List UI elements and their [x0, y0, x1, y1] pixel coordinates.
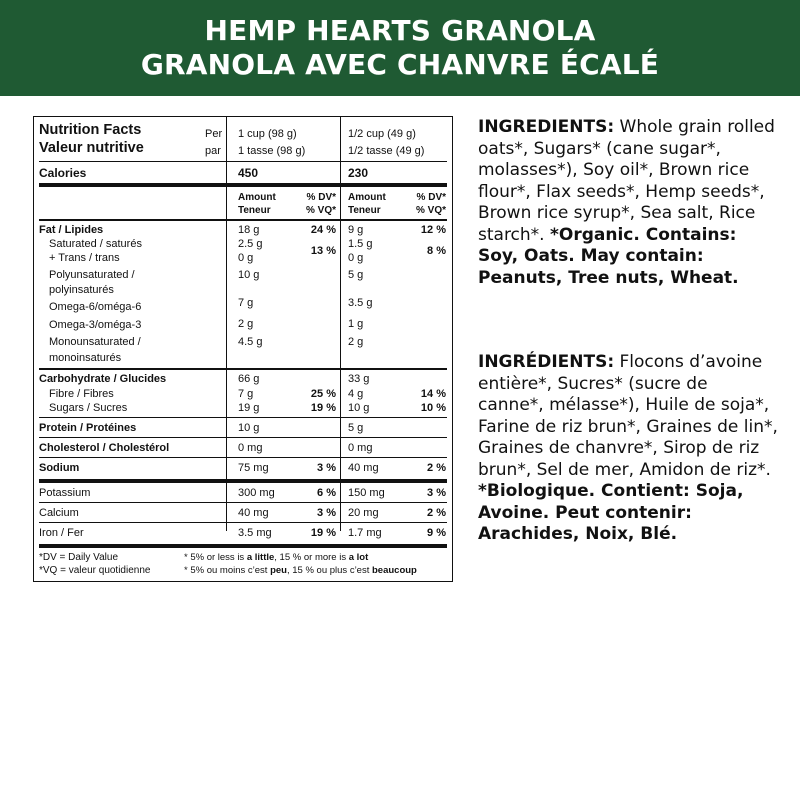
- ingredients-heading-fr: INGRÉDIENTS:: [478, 352, 615, 372]
- row-dv-1: 13 %: [310, 245, 336, 257]
- ingredients-text-fr: Flocons d’avoine entière*, Sucres* (sucre de canne*, mélasse*), Huile de soja*, Farine de riz brun*, Graines de lin*, Graines de chanvre*, Sirop de riz brun*, Sel de mer, Amidon de riz*.: [478, 352, 778, 480]
- row-amount-2: 0 mg: [348, 442, 373, 454]
- row-amount-1: 7 g: [238, 388, 254, 400]
- row-label: Potassium: [39, 487, 91, 499]
- row-dv-1: 19 %: [310, 527, 336, 539]
- amount-en: Amount: [238, 192, 276, 203]
- row-amount-1: 3.5 mg: [238, 527, 272, 539]
- row-amount-1: 4.5 g: [238, 336, 263, 348]
- row-amount-2: 40 mg: [348, 462, 379, 474]
- row-amount-2: 33 g: [348, 373, 370, 385]
- row-amount-1: 66 g: [238, 373, 260, 385]
- row-amount-2: 1.7 mg: [348, 527, 382, 539]
- row-dv-2: 3 %: [427, 487, 446, 499]
- row-label: Fat / Lipides: [39, 224, 104, 236]
- row-amount-2: 20 mg: [348, 507, 379, 519]
- divider: [39, 437, 447, 438]
- row-label: Omega-3/oméga-3: [49, 319, 142, 331]
- row-dv-2: 14 %: [420, 388, 446, 400]
- divider: [39, 417, 447, 418]
- row-label: Iron / Fer: [39, 527, 84, 539]
- row-amount-1: 0 g: [238, 252, 254, 264]
- row-dv-1: 25 %: [310, 388, 336, 400]
- divider: [39, 502, 447, 503]
- divider: [39, 522, 447, 523]
- per-label-en: Per: [205, 128, 223, 140]
- row-amount-1: 40 mg: [238, 507, 269, 519]
- row-amount-1: 10 g: [238, 269, 260, 281]
- row-label: Polyunsaturated /: [49, 269, 135, 281]
- footnote-dv: *DV = Daily Value: [39, 552, 119, 563]
- row-dv-2: 10 %: [420, 402, 446, 414]
- dv-fr-1: % VQ*: [305, 205, 336, 216]
- row-dv-2: 2 %: [427, 462, 446, 474]
- row-amount-1: 2.5 g: [238, 238, 263, 250]
- row-amount-2: 1.5 g: [348, 238, 373, 250]
- row-label: + Trans / trans: [49, 252, 120, 264]
- serving2-fr: 1/2 tasse (49 g): [348, 145, 425, 157]
- dv-fr-2: % VQ*: [415, 205, 446, 216]
- amount-fr: Teneur: [238, 205, 271, 216]
- row-dv-1: 6 %: [317, 487, 336, 499]
- row-amount-2: 3.5 g: [348, 297, 373, 309]
- serving1-fr: 1 tasse (98 g): [238, 145, 306, 157]
- row-dv-1: 19 %: [310, 402, 336, 414]
- serving2-en: 1/2 cup (49 g): [348, 128, 416, 140]
- row-label: Calcium: [39, 507, 79, 519]
- nutrition-title-en: Nutrition Facts: [39, 122, 142, 138]
- row-dv-2: 2 %: [427, 507, 446, 519]
- row-amount-1: 10 g: [238, 422, 260, 434]
- row-amount-1: 2 g: [238, 318, 254, 330]
- allergen-statement-en: *Organic. Contains: Soy, Oats. May contain: Peanuts, Tree nuts, Wheat.: [478, 224, 739, 288]
- row-label: monoinsaturés: [49, 352, 122, 364]
- footnote-scale-fr: * 5% ou moins c’est peu, 15 % ou plus c’est beaucoup: [184, 565, 417, 576]
- nutrition-facts-table: [33, 116, 453, 582]
- thick-divider: [39, 544, 447, 548]
- row-label: polyinsaturés: [49, 284, 114, 296]
- footnote-scale-en: * 5% or less is a little, 15 % or more is a lot: [184, 552, 369, 563]
- calories-value-2: 230: [348, 166, 369, 180]
- per-label-fr: par: [205, 145, 221, 157]
- ingredients-english: [478, 117, 778, 289]
- row-dv-1: 3 %: [317, 462, 336, 474]
- row-amount-2: 0 g: [348, 252, 364, 264]
- row-label: Sodium: [39, 462, 80, 474]
- row-amount-2: 5 g: [348, 269, 364, 281]
- row-label: Fibre / Fibres: [49, 388, 114, 400]
- row-label: Cholesterol / Cholestérol: [39, 442, 170, 454]
- allergen-statement-fr: *Biologique. Contient: Soja, Avoine. Peut contenir: Arachides, Noix, Blé.: [478, 481, 744, 544]
- row-amount-1: 18 g: [238, 224, 260, 236]
- dv-en-2: % DV*: [416, 192, 446, 203]
- product-title-fr: GRANOLA AVEC CHANVRE ÉCALÉ: [140, 48, 660, 81]
- title-banner: [0, 0, 800, 96]
- row-label: Omega-6/oméga-6: [49, 301, 142, 313]
- row-dv-1: 3 %: [317, 507, 336, 519]
- row-label: Protein / Protéines: [39, 422, 137, 434]
- row-dv-2: 9 %: [427, 527, 446, 539]
- row-dv-1: 24 %: [310, 224, 336, 236]
- column-separator: [340, 117, 341, 531]
- row-label: Sugars / Sucres: [49, 402, 128, 414]
- row-dv-2: 12 %: [420, 224, 446, 236]
- ingredients-french: [478, 352, 778, 546]
- row-amount-1: 7 g: [238, 297, 254, 309]
- amount-en-2: Amount: [348, 192, 386, 203]
- amount-fr-2: Teneur: [348, 205, 381, 216]
- ingredients-heading-en: INGREDIENTS:: [478, 117, 615, 137]
- calories-label: Calories: [39, 166, 87, 180]
- row-amount-2: 10 g: [348, 402, 370, 414]
- dv-en-1: % DV*: [306, 192, 336, 203]
- row-amount-1: 75 mg: [238, 462, 269, 474]
- row-amount-2: 4 g: [348, 388, 364, 400]
- row-label: Saturated / saturés: [49, 238, 142, 250]
- row-amount-2: 5 g: [348, 422, 364, 434]
- row-amount-1: 19 g: [238, 402, 260, 414]
- product-title-en: HEMP HEARTS GRANOLA: [204, 14, 596, 47]
- divider: [39, 457, 447, 458]
- column-separator: [226, 117, 227, 531]
- thick-divider: [39, 183, 447, 187]
- row-label: Carbohydrate / Glucides: [39, 373, 167, 385]
- row-amount-2: 150 mg: [348, 487, 385, 499]
- row-dv-2: 8 %: [427, 245, 446, 257]
- thick-divider: [39, 479, 447, 483]
- row-amount-2: 1 g: [348, 318, 364, 330]
- row-amount-1: 0 mg: [238, 442, 263, 454]
- divider: [39, 161, 447, 162]
- row-amount-2: 9 g: [348, 224, 364, 236]
- ingredients-text-en: Whole grain rolled oats*, Sugars* (cane sugar*, molasses*), Soy oil*, Brown rice flour*, Flax seeds*, Hemp seeds*, Brown rice syrup*, Sea salt, Rice starch*.: [478, 117, 775, 245]
- nutrition-title-fr: Valeur nutritive: [39, 140, 144, 156]
- divider: [39, 219, 447, 221]
- calories-value-1: 450: [238, 166, 259, 180]
- divider: [39, 368, 447, 370]
- row-amount-1: 300 mg: [238, 487, 275, 499]
- serving1-en: 1 cup (98 g): [238, 128, 297, 140]
- row-label: Monounsaturated /: [49, 336, 141, 348]
- footnote-vq: *VQ = valeur quotidienne: [39, 565, 151, 576]
- row-amount-2: 2 g: [348, 336, 364, 348]
